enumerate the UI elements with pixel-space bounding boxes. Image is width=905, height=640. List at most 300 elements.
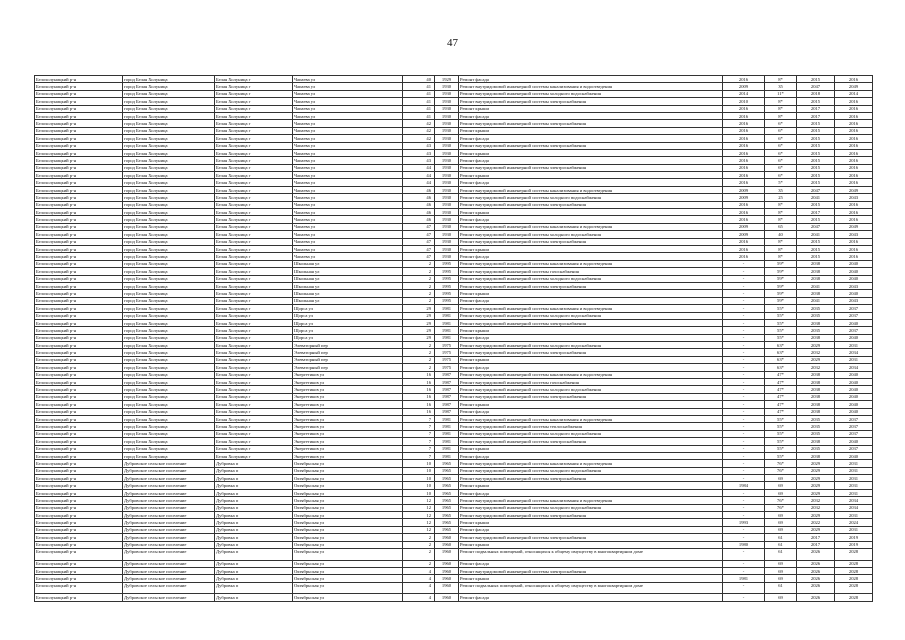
- cell-district: Белохолуницкий р-н: [35, 567, 123, 574]
- cell-last-repair-year: 2016: [723, 172, 765, 179]
- cell-locality: Белая Холуница г: [215, 209, 293, 216]
- cell-last-repair-year: 2016: [723, 149, 765, 156]
- cell-house: 47: [403, 253, 435, 260]
- table-row: [35, 305, 873, 312]
- cell-locality: Белая Холуница г: [215, 268, 293, 275]
- cell-wear: 11*: [765, 90, 797, 97]
- cell-plan-end: 2037: [835, 415, 873, 422]
- cell-last-repair-year: 2010: [723, 98, 765, 105]
- cell-wear: 55*: [765, 327, 797, 334]
- cell-district: Белохолуницкий р-н: [35, 460, 123, 467]
- cell-municipality: город Белая Холуница: [123, 216, 215, 223]
- table-row: [35, 253, 873, 260]
- cell-plan-start: 2038: [797, 452, 835, 459]
- cell-house: 12: [403, 504, 435, 511]
- cell-last-repair-year: -: [723, 504, 765, 511]
- cell-year: 1930: [435, 83, 459, 90]
- cell-year: 1981: [435, 438, 459, 445]
- cell-wear: 69: [765, 567, 797, 574]
- cell-last-repair-year: -: [723, 594, 765, 601]
- cell-municipality: город Белая Холуница: [123, 149, 215, 156]
- cell-plan-start: 2015: [797, 201, 835, 208]
- cell-street: Чапаева ул: [293, 76, 403, 83]
- cell-plan-start: 2032: [797, 364, 835, 371]
- cell-work-type: Ремонт фасада: [459, 179, 723, 186]
- cell-last-repair-year: -: [723, 282, 765, 289]
- cell-district: Белохолуницкий р-н: [35, 497, 123, 504]
- cell-plan-end: 2037: [835, 430, 873, 437]
- cell-locality: Белая Холуница г: [215, 157, 293, 164]
- cell-street: Чапаева ул: [293, 142, 403, 149]
- table-row: [35, 349, 873, 356]
- cell-last-repair-year: -: [723, 430, 765, 437]
- cell-wear: 8*: [765, 76, 797, 83]
- table-row: [35, 489, 873, 496]
- cell-house: 43: [403, 157, 435, 164]
- cell-street: Октябрьская ул: [293, 541, 403, 548]
- cell-last-repair-year: 2016: [723, 127, 765, 134]
- cell-locality: Белая Холуница г: [215, 334, 293, 341]
- cell-house: 2: [403, 364, 435, 371]
- cell-district: Белохолуницкий р-н: [35, 135, 123, 142]
- cell-house: 2: [403, 282, 435, 289]
- cell-plan-end: 2024: [835, 519, 873, 526]
- cell-wear: 8*: [765, 245, 797, 252]
- table-row: [35, 423, 873, 430]
- cell-house: 44: [403, 164, 435, 171]
- cell-locality: Белая Холуница г: [215, 120, 293, 127]
- cell-wear: 61: [765, 549, 797, 561]
- cell-year: 1930: [435, 172, 459, 179]
- cell-house: 16: [403, 408, 435, 415]
- cell-work-type: Ремонт крыши: [459, 245, 723, 252]
- cell-locality: Дубровка п: [215, 594, 293, 601]
- cell-locality: Белая Холуница г: [215, 112, 293, 119]
- cell-plan-end: 2016: [835, 149, 873, 156]
- cell-house: 46: [403, 201, 435, 208]
- cell-work-type: Ремонт фасада: [459, 364, 723, 371]
- cell-wear: 6*: [765, 172, 797, 179]
- cell-plan-start: 2029: [797, 467, 835, 474]
- cell-house: 12: [403, 519, 435, 526]
- cell-work-type: Ремонт крыши: [459, 482, 723, 489]
- cell-municipality: Дубровское сельское поселение: [123, 575, 215, 582]
- cell-street: Чапаева ул: [293, 105, 403, 112]
- cell-house: 16: [403, 379, 435, 386]
- cell-last-repair-year: 2009: [723, 186, 765, 193]
- cell-year: 1975: [435, 364, 459, 371]
- table-row: [35, 105, 873, 112]
- cell-plan-start: 2017: [797, 112, 835, 119]
- cell-last-repair-year: -: [723, 349, 765, 356]
- cell-last-repair-year: -: [723, 526, 765, 533]
- cell-work-type: Ремонт внутридомовой инженерной системы холодного водоснабжения: [459, 90, 723, 97]
- cell-street: Чапаева ул: [293, 83, 403, 90]
- cell-street: Чапаева ул: [293, 112, 403, 119]
- cell-municipality: город Белая Холуница: [123, 223, 215, 230]
- cell-work-type: Ремонт фасада: [459, 76, 723, 83]
- cell-house: 4: [403, 575, 435, 582]
- cell-street: Чапаева ул: [293, 164, 403, 171]
- cell-work-type: Ремонт внутридомовой инженерной системы электроснабжения: [459, 238, 723, 245]
- cell-work-type: Ремонт внутридомовой инженерной системы электроснабжения: [459, 438, 723, 445]
- cell-last-repair-year: -: [723, 319, 765, 326]
- cell-district: Белохолуницкий р-н: [35, 149, 123, 156]
- cell-last-repair-year: -: [723, 312, 765, 319]
- table-row: [35, 519, 873, 526]
- cell-house: 41: [403, 105, 435, 112]
- cell-work-type: Ремонт внутридомовой инженерной системы холодного водоснабжения: [459, 386, 723, 393]
- cell-locality: Белая Холуница г: [215, 98, 293, 105]
- cell-year: 1930: [435, 164, 459, 171]
- cell-locality: Белая Холуница г: [215, 83, 293, 90]
- cell-work-type: Ремонт фасада: [459, 135, 723, 142]
- cell-work-type: Ремонт внутридомовой инженерной системы канализования и водоотведения: [459, 83, 723, 90]
- cell-locality: Дубровка п: [215, 519, 293, 526]
- table-row: [35, 534, 873, 541]
- cell-work-type: Ремонт внутридомовой инженерной системы канализования и водоотведения: [459, 186, 723, 193]
- cell-locality: Белая Холуница г: [215, 201, 293, 208]
- table-row: [35, 560, 873, 567]
- cell-wear: 47*: [765, 393, 797, 400]
- cell-year: 1930: [435, 209, 459, 216]
- cell-district: Белохолуницкий р-н: [35, 98, 123, 105]
- cell-municipality: город Белая Холуница: [123, 445, 215, 452]
- cell-house: 12: [403, 512, 435, 519]
- cell-year: 1995: [435, 268, 459, 275]
- cell-work-type: Ремонт внутридомовой инженерной системы электроснабжения: [459, 98, 723, 105]
- cell-locality: Белая Холуница г: [215, 127, 293, 134]
- cell-locality: Белая Холуница г: [215, 415, 293, 422]
- cell-municipality: Дубровское сельское поселение: [123, 504, 215, 511]
- cell-wear: 69: [765, 594, 797, 601]
- cell-year: 1930: [435, 127, 459, 134]
- cell-plan-end: 2040: [835, 408, 873, 415]
- cell-municipality: город Белая Холуница: [123, 127, 215, 134]
- cell-locality: Белая Холуница г: [215, 260, 293, 267]
- cell-municipality: город Белая Холуница: [123, 371, 215, 378]
- table-row: [35, 260, 873, 267]
- cell-plan-end: 2043: [835, 194, 873, 201]
- cell-street: Щорса ул: [293, 305, 403, 312]
- cell-street: Щорса ул: [293, 319, 403, 326]
- cell-municipality: город Белая Холуница: [123, 260, 215, 267]
- cell-plan-start: 2035: [797, 415, 835, 422]
- cell-plan-end: 2040: [835, 386, 873, 393]
- cell-year: 1930: [435, 194, 459, 201]
- cell-plan-start: 2015: [797, 135, 835, 142]
- cell-plan-start: 2032: [797, 504, 835, 511]
- cell-last-repair-year: -: [723, 290, 765, 297]
- cell-plan-end: 2031: [835, 512, 873, 519]
- cell-plan-start: 2029: [797, 342, 835, 349]
- cell-wear: 59*: [765, 297, 797, 304]
- cell-work-type: Ремонт внутридомовой инженерной системы электроснабжения: [459, 349, 723, 356]
- cell-plan-end: 2031: [835, 460, 873, 467]
- cell-plan-end: 2031: [835, 526, 873, 533]
- cell-municipality: Дубровское сельское поселение: [123, 512, 215, 519]
- cell-work-type: Ремонт подвальных помещений, относящихся к общему имуществу в многоквартирном доме: [459, 582, 723, 594]
- cell-street: Октябрьская ул: [293, 560, 403, 567]
- cell-plan-end: 2016: [835, 98, 873, 105]
- table-row: [35, 186, 873, 193]
- cell-year: 1965: [435, 526, 459, 533]
- cell-district: Белохолуницкий р-н: [35, 105, 123, 112]
- cell-district: Белохолуницкий р-н: [35, 594, 123, 601]
- cell-plan-start: 2015: [797, 172, 835, 179]
- cell-plan-start: 2035: [797, 430, 835, 437]
- cell-locality: Белая Холуница г: [215, 238, 293, 245]
- table-row: [35, 172, 873, 179]
- cell-plan-end: 2028: [835, 594, 873, 601]
- cell-plan-start: 2026: [797, 567, 835, 574]
- cell-wear: 55*: [765, 312, 797, 319]
- table-row: [35, 415, 873, 422]
- table-row: [35, 482, 873, 489]
- cell-wear: 69: [765, 482, 797, 489]
- cell-house: 2: [403, 290, 435, 297]
- cell-municipality: город Белая Холуница: [123, 268, 215, 275]
- cell-last-repair-year: -: [723, 582, 765, 594]
- table-row: [35, 575, 873, 582]
- cell-plan-end: 2031: [835, 489, 873, 496]
- cell-street: Чапаева ул: [293, 209, 403, 216]
- cell-plan-end: 2016: [835, 105, 873, 112]
- table-row: [35, 582, 873, 594]
- cell-plan-end: 2040: [835, 401, 873, 408]
- cell-street: Октябрьская ул: [293, 519, 403, 526]
- cell-work-type: Ремонт внутридомовой инженерной системы канализования и водоотведения: [459, 497, 723, 504]
- cell-wear: 59*: [765, 290, 797, 297]
- cell-locality: Белая Холуница г: [215, 349, 293, 356]
- cell-last-repair-year: -: [723, 356, 765, 363]
- cell-year: 1975: [435, 349, 459, 356]
- cell-wear: 55*: [765, 415, 797, 422]
- cell-last-repair-year: 2016: [723, 105, 765, 112]
- cell-plan-end: 2016: [835, 157, 873, 164]
- cell-last-repair-year: -: [723, 268, 765, 275]
- cell-municipality: Дубровское сельское поселение: [123, 549, 215, 561]
- table-row: [35, 356, 873, 363]
- cell-street: Чапаева ул: [293, 201, 403, 208]
- cell-plan-end: 2040: [835, 334, 873, 341]
- cell-locality: Белая Холуница г: [215, 164, 293, 171]
- cell-work-type: Ремонт внутридомовой инженерной системы электроснабжения: [459, 201, 723, 208]
- cell-work-type: Ремонт внутридомовой инженерной системы канализования и водоотведения: [459, 371, 723, 378]
- cell-locality: Дубровка п: [215, 582, 293, 594]
- table-row: [35, 504, 873, 511]
- cell-wear: 47*: [765, 386, 797, 393]
- cell-work-type: Ремонт внутридомовой инженерной системы холодного водоснабжения: [459, 231, 723, 238]
- cell-street: Энергетиков ул: [293, 408, 403, 415]
- cell-house: 42: [403, 135, 435, 142]
- cell-wear: 25: [765, 194, 797, 201]
- cell-wear: 40: [765, 231, 797, 238]
- cell-locality: Белая Холуница г: [215, 408, 293, 415]
- cell-plan-start: 2041: [797, 231, 835, 238]
- cell-street: Энергетиков ул: [293, 423, 403, 430]
- cell-locality: Дубровка п: [215, 489, 293, 496]
- cell-house: 29: [403, 312, 435, 319]
- cell-work-type: Ремонт внутридомовой инженерной системы холодного водоснабжения: [459, 504, 723, 511]
- cell-last-repair-year: -: [723, 297, 765, 304]
- cell-street: Чапаева ул: [293, 172, 403, 179]
- cell-street: Октябрьская ул: [293, 549, 403, 561]
- cell-year: 1965: [435, 489, 459, 496]
- cell-locality: Дубровка п: [215, 482, 293, 489]
- cell-last-repair-year: -: [723, 452, 765, 459]
- cell-year: 1930: [435, 179, 459, 186]
- cell-last-repair-year: 2016: [723, 164, 765, 171]
- cell-district: Белохолуницкий р-н: [35, 438, 123, 445]
- cell-work-type: Ремонт крыши: [459, 172, 723, 179]
- cell-year: 1960: [435, 575, 459, 582]
- cell-district: Белохолуницкий р-н: [35, 223, 123, 230]
- cell-plan-end: 2034: [835, 504, 873, 511]
- table-row: [35, 194, 873, 201]
- cell-work-type: Ремонт внутридомовой инженерной системы газоснабжения: [459, 268, 723, 275]
- cell-plan-end: 2031: [835, 342, 873, 349]
- cell-work-type: Ремонт крыши: [459, 575, 723, 582]
- cell-street: Чапаева ул: [293, 90, 403, 97]
- table-row: [35, 216, 873, 223]
- cell-street: Энергетиков ул: [293, 430, 403, 437]
- cell-house: 7: [403, 438, 435, 445]
- cell-plan-end: 2037: [835, 305, 873, 312]
- table-row: [35, 290, 873, 297]
- cell-municipality: город Белая Холуница: [123, 201, 215, 208]
- cell-work-type: Ремонт внутридомовой инженерной системы электроснабжения: [459, 282, 723, 289]
- cell-street: Элеваторный пер: [293, 356, 403, 363]
- cell-wear: 6*: [765, 135, 797, 142]
- cell-year: 1995: [435, 260, 459, 267]
- cell-wear: 6*: [765, 127, 797, 134]
- cell-district: Белохолуницкий р-н: [35, 172, 123, 179]
- cell-wear: 8*: [765, 112, 797, 119]
- cell-municipality: город Белая Холуница: [123, 408, 215, 415]
- cell-work-type: Ремонт фасада: [459, 157, 723, 164]
- cell-work-type: Ремонт внутридомовой инженерной системы канализования и водоотведения: [459, 260, 723, 267]
- cell-municipality: город Белая Холуница: [123, 349, 215, 356]
- cell-plan-start: 2029: [797, 512, 835, 519]
- cell-year: 1965: [435, 475, 459, 482]
- cell-work-type: Ремонт фасада: [459, 297, 723, 304]
- cell-year: 1930: [435, 253, 459, 260]
- table-row: [35, 157, 873, 164]
- cell-district: Белохолуницкий р-н: [35, 290, 123, 297]
- cell-district: Белохолуницкий р-н: [35, 349, 123, 356]
- cell-wear: 6*: [765, 164, 797, 171]
- cell-locality: Дубровка п: [215, 549, 293, 561]
- cell-locality: Белая Холуница г: [215, 149, 293, 156]
- cell-house: 16: [403, 401, 435, 408]
- cell-year: 1965: [435, 460, 459, 467]
- cell-district: Белохолуницкий р-н: [35, 305, 123, 312]
- cell-plan-start: 2026: [797, 594, 835, 601]
- cell-municipality: город Белая Холуница: [123, 423, 215, 430]
- cell-district: Белохолуницкий р-н: [35, 482, 123, 489]
- cell-district: Белохолуницкий р-н: [35, 445, 123, 452]
- cell-house: 46: [403, 216, 435, 223]
- cell-street: Школьная ул: [293, 282, 403, 289]
- cell-last-repair-year: -: [723, 401, 765, 408]
- cell-district: Белохолуницкий р-н: [35, 282, 123, 289]
- cell-street: Чапаева ул: [293, 98, 403, 105]
- cell-street: Энергетиков ул: [293, 371, 403, 378]
- cell-wear: 35: [765, 186, 797, 193]
- cell-plan-start: 2029: [797, 460, 835, 467]
- cell-wear: 69: [765, 489, 797, 496]
- cell-municipality: Дубровское сельское поселение: [123, 475, 215, 482]
- cell-locality: Дубровка п: [215, 575, 293, 582]
- cell-locality: Белая Холуница г: [215, 319, 293, 326]
- cell-year: 1960: [435, 534, 459, 541]
- cell-plan-start: 2017: [797, 209, 835, 216]
- cell-house: 7: [403, 430, 435, 437]
- cell-district: Белохолуницкий р-н: [35, 467, 123, 474]
- cell-work-type: Ремонт крыши: [459, 356, 723, 363]
- cell-house: 41: [403, 98, 435, 105]
- cell-house: 2: [403, 342, 435, 349]
- cell-district: Белохолуницкий р-н: [35, 245, 123, 252]
- cell-house: 40: [403, 76, 435, 83]
- cell-work-type: Ремонт крыши: [459, 327, 723, 334]
- cell-last-repair-year: -: [723, 379, 765, 386]
- cell-last-repair-year: 2009: [723, 231, 765, 238]
- cell-last-repair-year: -: [723, 423, 765, 430]
- cell-district: Белохолуницкий р-н: [35, 582, 123, 594]
- cell-work-type: Ремонт внутридомовой инженерной системы электроснабжения: [459, 319, 723, 326]
- cell-year: 1930: [435, 223, 459, 230]
- table-row: [35, 452, 873, 459]
- cell-street: Щорса ул: [293, 327, 403, 334]
- cell-wear: 47*: [765, 379, 797, 386]
- cell-street: Чапаева ул: [293, 238, 403, 245]
- table-row: [35, 526, 873, 533]
- cell-municipality: город Белая Холуница: [123, 164, 215, 171]
- cell-municipality: город Белая Холуница: [123, 231, 215, 238]
- cell-work-type: Ремонт внутридомовой инженерной системы газоснабжения: [459, 379, 723, 386]
- cell-year: 1930: [435, 135, 459, 142]
- cell-municipality: город Белая Холуница: [123, 209, 215, 216]
- cell-year: 1960: [435, 541, 459, 548]
- table-row: [35, 201, 873, 208]
- cell-year: 1930: [435, 231, 459, 238]
- cell-plan-end: 2028: [835, 567, 873, 574]
- cell-street: Энергетиков ул: [293, 452, 403, 459]
- cell-plan-start: 2029: [797, 356, 835, 363]
- cell-plan-end: 2040: [835, 260, 873, 267]
- cell-wear: 69: [765, 512, 797, 519]
- cell-district: Белохолуницкий р-н: [35, 560, 123, 567]
- cell-district: Белохолуницкий р-н: [35, 430, 123, 437]
- cell-plan-start: 2038: [797, 401, 835, 408]
- cell-year: 1981: [435, 415, 459, 422]
- cell-work-type: Ремонт фасада: [459, 526, 723, 533]
- cell-year: 1960: [435, 567, 459, 574]
- cell-street: Октябрьская ул: [293, 475, 403, 482]
- table-row: [35, 90, 873, 97]
- cell-plan-start: 2026: [797, 549, 835, 561]
- cell-locality: Дубровка п: [215, 560, 293, 567]
- cell-plan-end: 2034: [835, 349, 873, 356]
- cell-plan-end: 2049: [835, 223, 873, 230]
- cell-municipality: город Белая Холуница: [123, 312, 215, 319]
- cell-year: 1965: [435, 504, 459, 511]
- cell-last-repair-year: -: [723, 460, 765, 467]
- cell-plan-end: 2040: [835, 438, 873, 445]
- cell-municipality: Дубровское сельское поселение: [123, 534, 215, 541]
